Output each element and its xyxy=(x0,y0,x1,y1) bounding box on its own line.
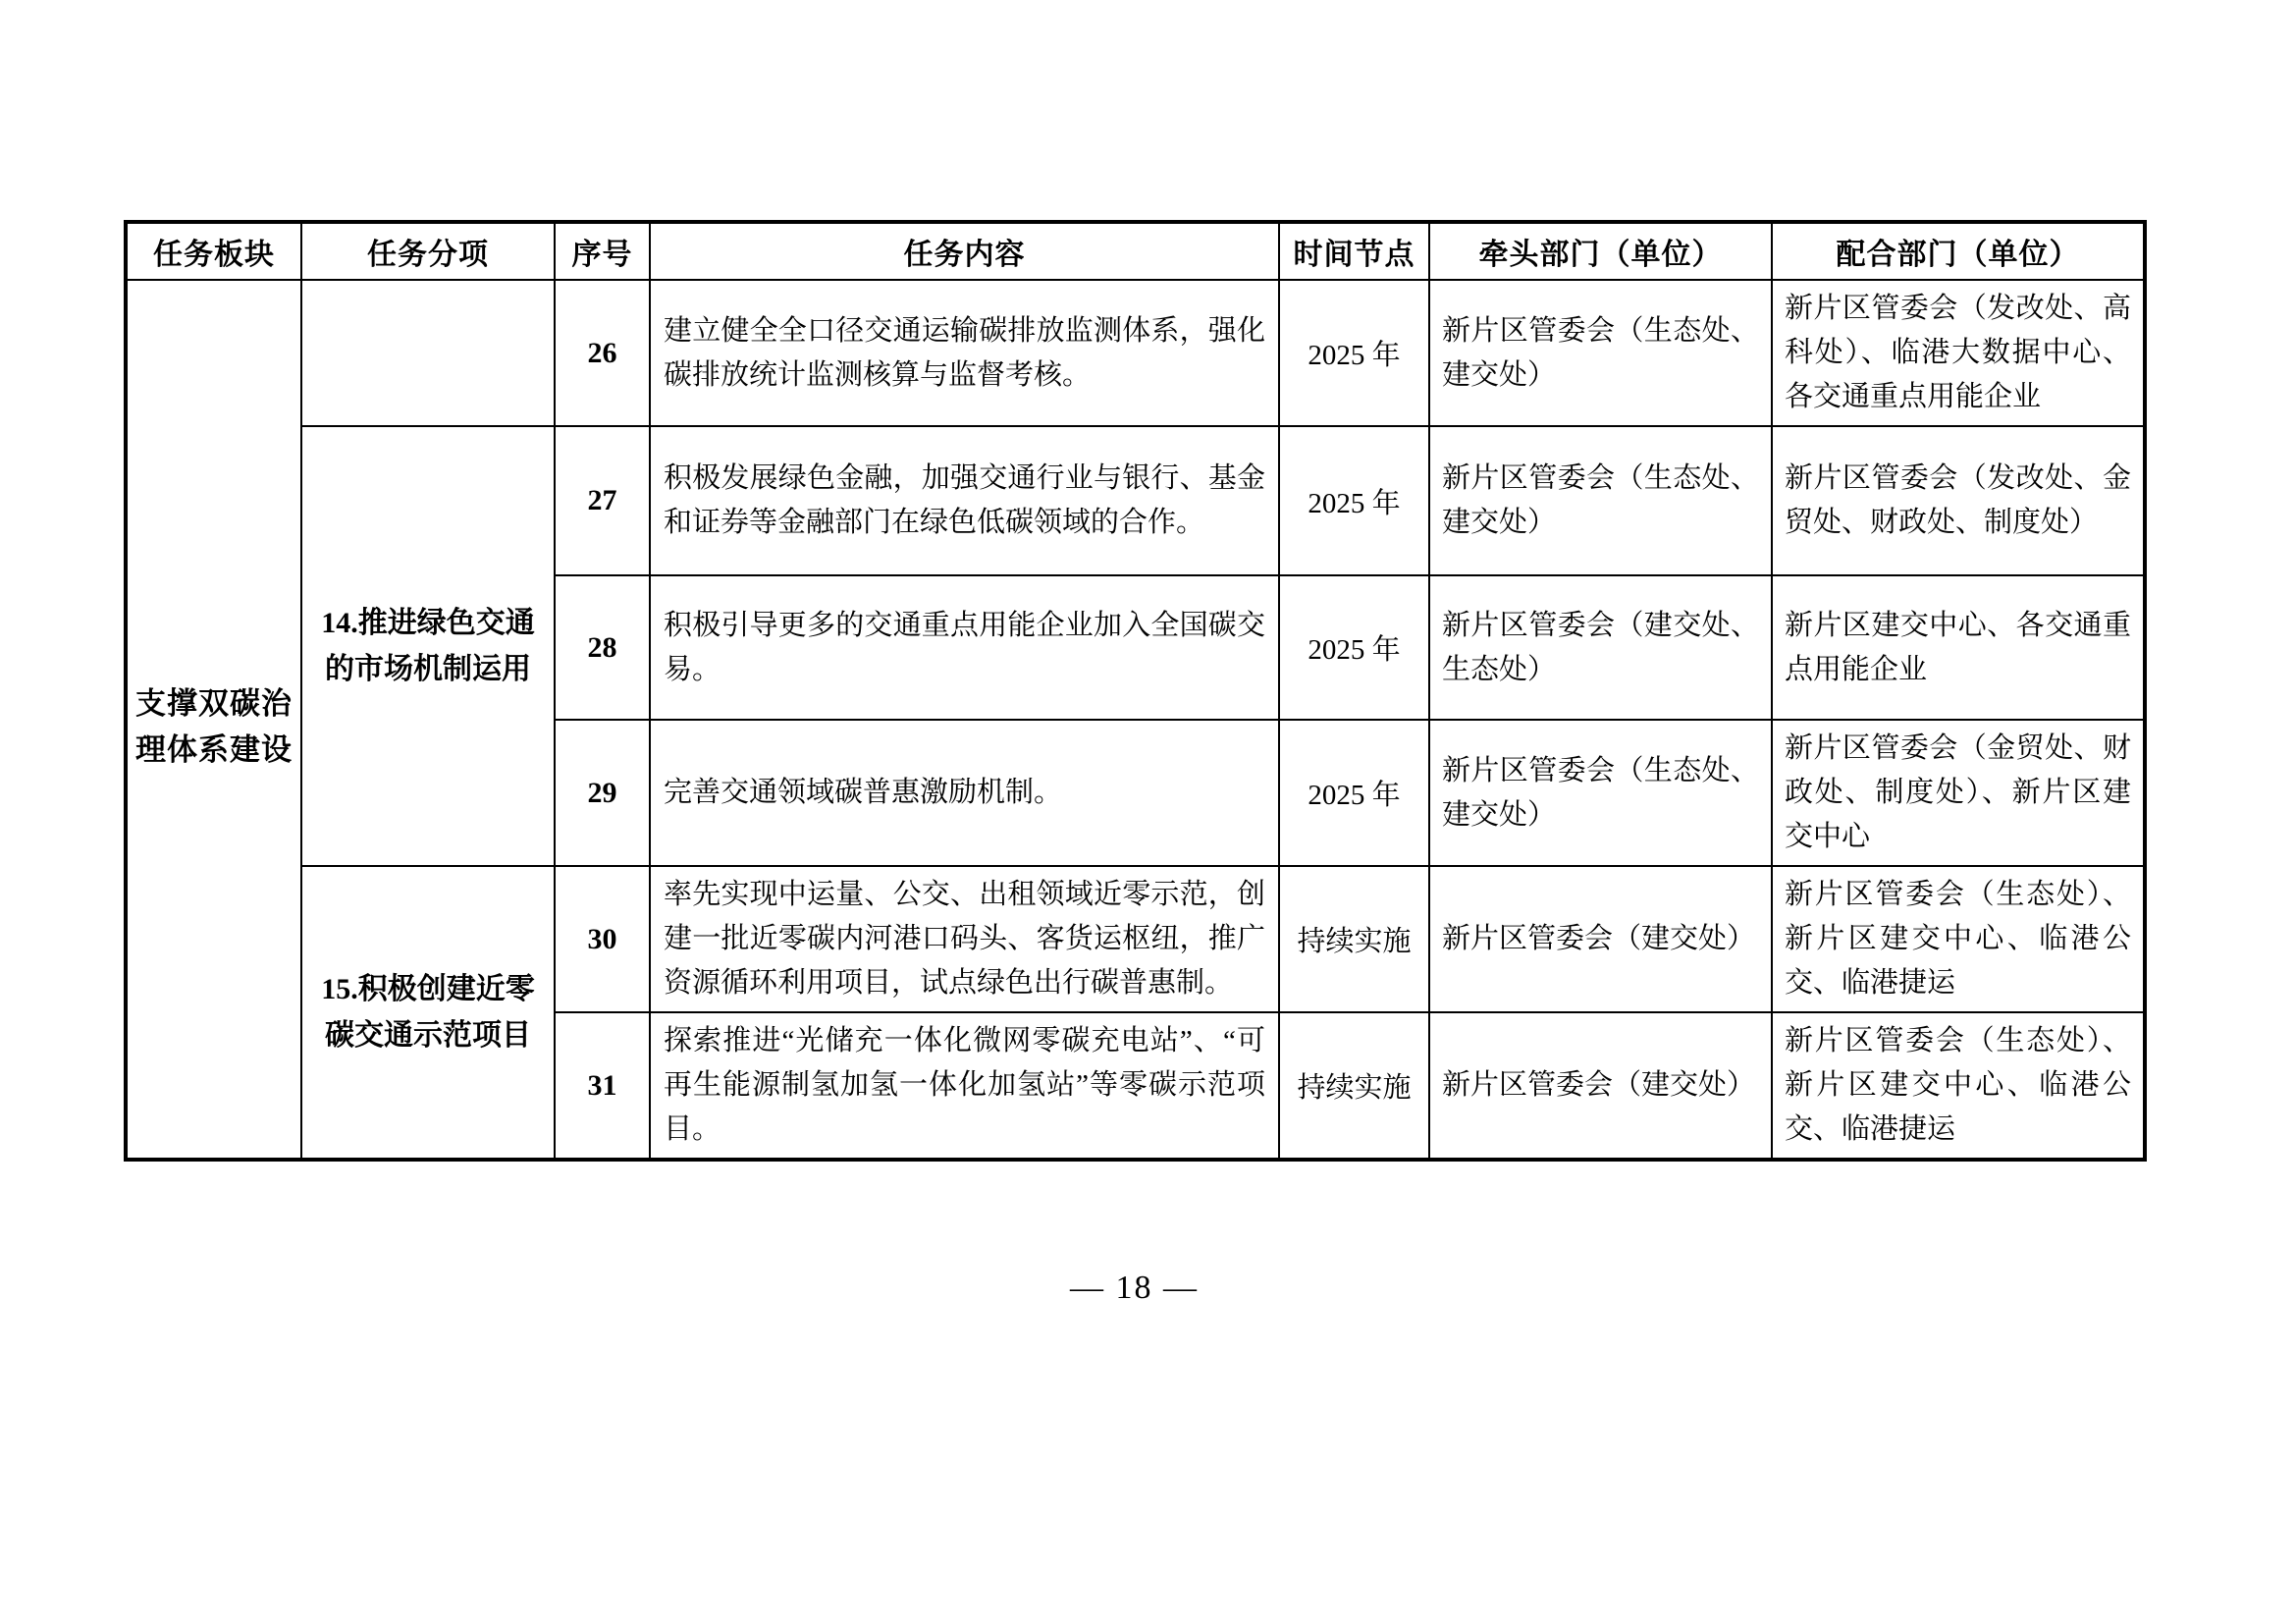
header-task-subitem: 任务分项 xyxy=(301,222,555,280)
header-task-module: 任务板块 xyxy=(126,222,301,280)
coop-department: 新片区管委会（生态处）、新片区建交中心、临港公交、临港捷运 xyxy=(1772,1012,2145,1160)
table-row xyxy=(126,426,2145,575)
lead-department: 新片区管委会（生态处、建交处） xyxy=(1429,720,1772,866)
task-table-container xyxy=(124,220,2147,1162)
task-content: 探索推进“光储充一体化微网零碳充电站”、“可再生能源制氢加氢一体化加氢站”等零碳示范项目。 xyxy=(650,1012,1279,1160)
header-time-node: 时间节点 xyxy=(1279,222,1429,280)
subitem-cell-15: 15.积极创建近零碳交通示范项目 xyxy=(301,866,555,1160)
row-number: 26 xyxy=(555,280,650,426)
time-node: 2025 年 xyxy=(1279,280,1429,426)
row-number: 31 xyxy=(555,1012,650,1160)
lead-department: 新片区管委会（建交处） xyxy=(1429,866,1772,1012)
subitem-cell-14: 14.推进绿色交通的市场机制运用 xyxy=(301,426,555,866)
header-serial-number: 序号 xyxy=(555,222,650,280)
task-content: 完善交通领域碳普惠激励机制。 xyxy=(650,720,1279,866)
coop-department: 新片区管委会（生态处）、新片区建交中心、临港公交、临港捷运 xyxy=(1772,866,2145,1012)
header-lead-department: 牵头部门（单位） xyxy=(1429,222,1772,280)
time-node: 持续实施 xyxy=(1279,866,1429,1012)
table-header-row xyxy=(126,222,2145,280)
coop-department: 新片区管委会（发改处、金贸处、财政处、制度处） xyxy=(1772,426,2145,575)
time-node: 持续实施 xyxy=(1279,1012,1429,1160)
coop-department: 新片区管委会（发改处、高科处）、临港大数据中心、各交通重点用能企业 xyxy=(1772,280,2145,426)
page-footer: — 18 — xyxy=(1070,1270,1199,1306)
module-cell: 支撑双碳治理体系建设 xyxy=(126,280,301,1160)
row-number: 27 xyxy=(555,426,650,575)
task-table xyxy=(124,220,2147,1162)
row-number: 29 xyxy=(555,720,650,866)
time-node: 2025 年 xyxy=(1279,720,1429,866)
lead-department: 新片区管委会（建交处、生态处） xyxy=(1429,575,1772,720)
header-coop-department: 配合部门（单位） xyxy=(1772,222,2145,280)
time-node: 2025 年 xyxy=(1279,575,1429,720)
subitem-cell-empty xyxy=(301,280,555,426)
time-node: 2025 年 xyxy=(1279,426,1429,575)
row-number: 28 xyxy=(555,575,650,720)
lead-department: 新片区管委会（建交处） xyxy=(1429,1012,1772,1160)
task-content: 积极发展绿色金融，加强交通行业与银行、基金和证券等金融部门在绿色低碳领域的合作。 xyxy=(650,426,1279,575)
lead-department: 新片区管委会（生态处、建交处） xyxy=(1429,280,1772,426)
task-content: 建立健全全口径交通运输碳排放监测体系，强化碳排放统计监测核算与监督考核。 xyxy=(650,280,1279,426)
row-number: 30 xyxy=(555,866,650,1012)
task-content: 积极引导更多的交通重点用能企业加入全国碳交易。 xyxy=(650,575,1279,720)
coop-department: 新片区管委会（金贸处、财政处、制度处）、新片区建交中心 xyxy=(1772,720,2145,866)
table-row xyxy=(126,866,2145,1012)
task-content: 率先实现中运量、公交、出租领域近零示范，创建一批近零碳内河港口码头、客货运枢纽，推广资源循环利用项目，试点绿色出行碳普惠制。 xyxy=(650,866,1279,1012)
table-row xyxy=(126,280,2145,426)
lead-department: 新片区管委会（生态处、建交处） xyxy=(1429,426,1772,575)
coop-department: 新片区建交中心、各交通重点用能企业 xyxy=(1772,575,2145,720)
header-task-content: 任务内容 xyxy=(650,222,1279,280)
